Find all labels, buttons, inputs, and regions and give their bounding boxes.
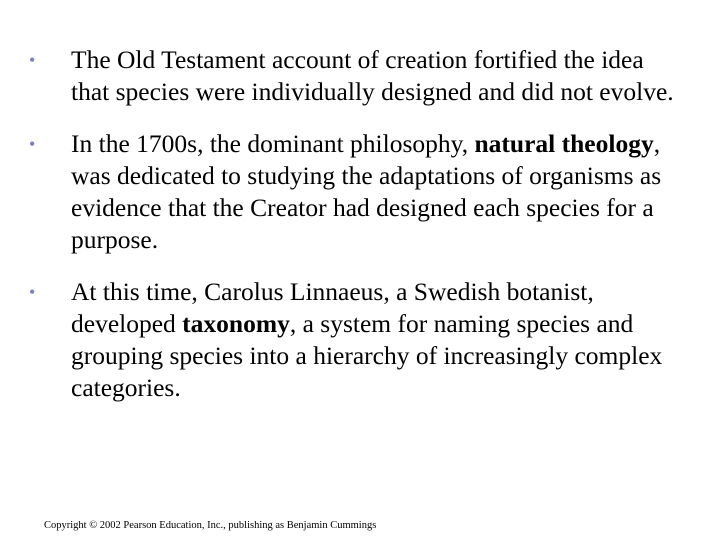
bullet-text: The Old Testament account of creation fortified the idea that species were individually designed and did not evolve. bbox=[71, 45, 674, 106]
bullet-item bbox=[28, 128, 688, 256]
bullet-icon: • bbox=[29, 134, 36, 154]
key-term-taxonomy: taxonomy bbox=[182, 309, 290, 338]
key-term-natural-theology: natural theology bbox=[474, 129, 654, 158]
bullet-list bbox=[28, 44, 688, 424]
bullet-icon: • bbox=[29, 282, 36, 302]
bullet-item bbox=[28, 44, 688, 108]
bullet-item bbox=[28, 276, 688, 404]
bullet-icon: • bbox=[29, 50, 36, 70]
copyright-footer: Copyright © 2002 Pearson Education, Inc., publishing as Benjamin Cummings bbox=[44, 520, 377, 531]
bullet-text: At this time, Carolus Linnaeus, a Swedish botanist, developed taxonomy, a system for naming species and grouping species into a hierarchy of increasingly complex categories. bbox=[71, 277, 663, 402]
bullet-text: In the 1700s, the dominant philosophy, natural theology, was dedicated to studying the adaptations of organisms as evidence that the Creator had designed each species for a purpose. bbox=[71, 129, 662, 254]
